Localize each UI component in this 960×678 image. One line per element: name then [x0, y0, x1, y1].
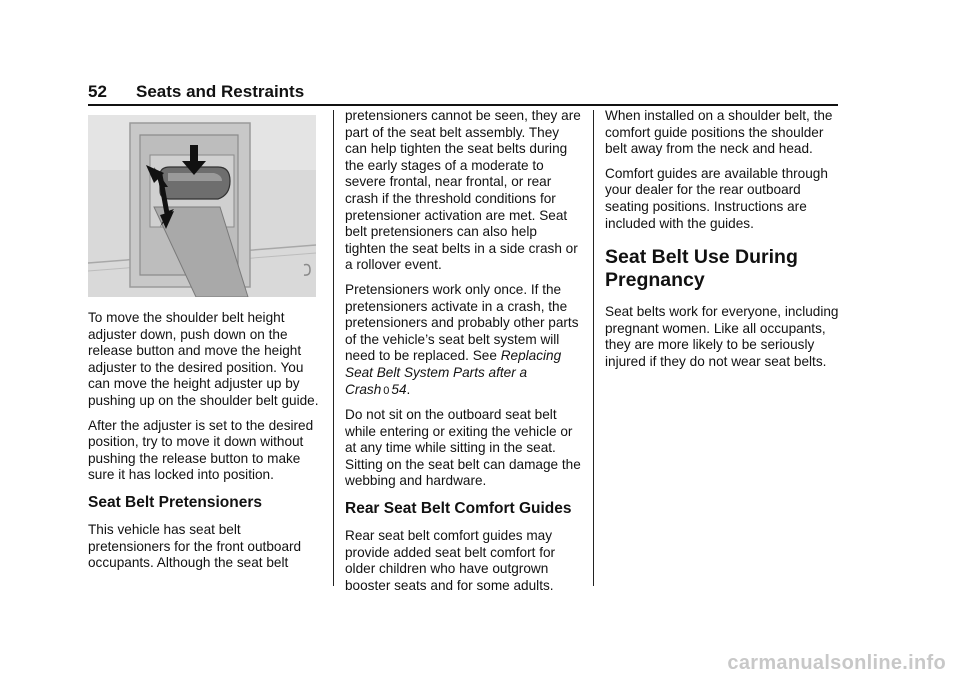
column-divider-2	[593, 110, 594, 586]
watermark: carmanualsonline.info	[727, 652, 946, 674]
column2-paragraph-2	[345, 282, 581, 399]
heading-rear-comfort-guides: Rear Seat Belt Comfort Guides	[345, 500, 572, 518]
adjuster-illustration-svg	[88, 115, 316, 297]
column3-paragraph-2: Comfort guides are available through your dealer for the rear outboard seating positions. Instructions are included with the guides.	[605, 165, 828, 231]
column2-paragraph-2-text: Pretensioners work only once. If the pretensioners activate in a crash, the pretensioners and probably other parts of the vehicle’s seat belt system will need to be replaced. See	[345, 281, 579, 364]
cross-reference-page[interactable]: 54	[391, 381, 407, 397]
column3-paragraph-3: Seat belts work for everyone, including pregnant women. Like all occupants, they are more likely to be seriously injured if they do not wear seat belts.	[605, 304, 839, 369]
column1-paragraph-2: After the adjuster is set to the desired position, try to move it down without pushing the release button to make sure it has locked into position.	[88, 417, 314, 483]
section-title: Seats and Restraints	[136, 82, 305, 101]
column2-paragraph-4: Rear seat belt comfort guides may provide added seat belt comfort for older children who have outgrown booster seats and for some adults.	[345, 528, 556, 593]
column-3	[605, 108, 841, 379]
page-number: 52	[88, 82, 107, 101]
column-divider-1	[333, 110, 334, 586]
paragraph-end-punctuation: .	[406, 381, 411, 397]
heading-seat-belt-pretensioners: Seat Belt Pretensioners	[88, 493, 263, 511]
shoulder-belt-adjuster-illustration	[88, 115, 316, 297]
column-1	[88, 310, 320, 580]
header-rule	[88, 104, 838, 106]
column1-paragraph-1: To move the shoulder belt height adjuster down, push down on the release button and move the height adjuster to the desired position. You can move the height adjuster up by pushing up on the shoulder belt guide.	[88, 310, 319, 408]
column2-paragraph-1: pretensioners cannot be seen, they are part of the seat belt assembly. They can help tighten the seat belts during the early stages of a moderate to severe frontal, near frontal, or rear crash if the threshold conditions for pretensioner activation are met. Seat belt pretensioners can also help tighten the seat belts in a side crash or a rollover event.	[345, 108, 581, 273]
cross-reference-link[interactable]: Replacing Seat Belt System Parts after a Crash	[345, 348, 562, 397]
cross-reference-arrow-icon: 0	[383, 384, 390, 397]
page-header	[88, 82, 838, 102]
column1-paragraph-3: This vehicle has seat belt pretensioners for the front outboard occupants. Although the seat belt	[88, 521, 302, 571]
column3-paragraph-1: When installed on a shoulder belt, the comfort guide positions the shoulder belt away from the neck and head.	[605, 108, 833, 157]
heading-seat-belt-use-pregnancy: Seat Belt Use During Pregnancy	[605, 246, 798, 292]
column2-paragraph-3: Do not sit on the outboard seat belt while entering or exiting the vehicle or at any time while sitting in the seat. Sitting on the seat belt can damage the webbing and hardware.	[345, 407, 581, 489]
column-2	[345, 108, 581, 602]
